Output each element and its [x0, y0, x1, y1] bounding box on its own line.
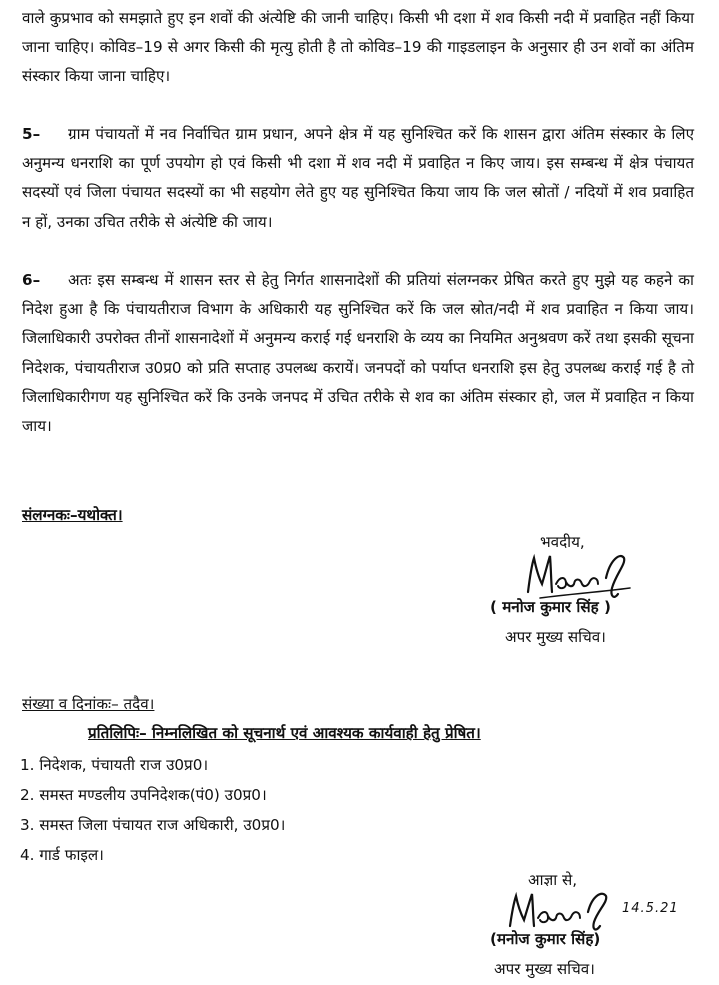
intro-text: वाले कुप्रभाव को समझाते हुए इन शवों की अंत्येष्टि की जानी चाहिए। किसी भी दशा में शव किसी नदी में प्रवाहित नहीं किया जाना चाहिए। कोविड–19 से अगर किसी की मृत्यु होती है तो कोविड–19 की गाइडलाइन के अनुसार ही उन शवों का अंतिम संस्कार किया जाना चाहिए। — [22, 9, 694, 86]
paragraph-6-text: अतः इस सम्बन्ध में शासन स्तर से हेतु निर्गत शासनादेशों की प्रतियां संलग्नकर प्रेषित करते हुए मुझे यह कहने का निदेश हुआ है कि पंचायतीराज विभाग के अधिकारी यह सुनिश्चित करें कि जल स्रोत/नदी में शव प्रवाहित न किया जाय। जिलाधिकारी उपरोक्त तीनों शासनादेशों में अनुमन्य कराई गई धनराशि के व्यय का नियमित अनुश्रवण करें तथा इसकी सूचना निदेशक, पंचायतीराज उ0प्र0 को प्रति सप्ताह उपलब्ध करायें। जनपदों को पर्याप्त धनराशि इस हेतु उपलब्ध कराई गई है तो जिलाधिकारीगण यह सुनिश्चित करें कि उनके जनपद में उचित तरीके से शव का अंतिम संस्कार हो, जल में प्रवाहित न किया जाय। — [22, 271, 694, 436]
signatory-name-2: (मनोज कुमार सिंह) — [490, 930, 601, 948]
enclosure-label: संलग्नकः–यथोक्त। — [22, 506, 123, 524]
signature-2-image — [500, 888, 710, 932]
designation-1: अपर मुख्य सचिव। — [505, 628, 606, 646]
number-date-line: संख्या व दिनांकः– तदैव। — [22, 695, 155, 713]
intro-paragraph — [22, 4, 694, 92]
recipient-item-1: 1. निदेशक, पंचायती राज उ0प्र0। — [20, 756, 209, 774]
paragraph-5-number: 5– — [22, 125, 41, 143]
signatory-name-1: ( मनोज कुमार सिंह ) — [490, 598, 611, 616]
salutation-2: आज्ञा से, — [528, 871, 578, 889]
copy-heading: प्रतिलिपिः– निम्नलिखित को सूचनार्थ एवं आवश्यक कार्यवाही हेतु प्रेषित। — [88, 724, 481, 742]
svg-text:14.5.21: 14.5.21 — [622, 901, 679, 916]
designation-2: अपर मुख्य सचिव। — [494, 960, 595, 978]
paragraph-6 — [22, 266, 694, 441]
paragraph-5 — [22, 120, 694, 237]
recipient-item-2: 2. समस्त मण्डलीय उपनिदेशक(पं0) उ0प्र0। — [20, 786, 267, 804]
recipient-item-3: 3. समस्त जिला पंचायत राज अधिकारी, उ0प्र0। — [20, 816, 286, 834]
signature-1-image — [520, 548, 670, 600]
recipient-item-4: 4. गार्ड फाइल। — [20, 846, 104, 864]
paragraph-5-text: ग्राम पंचायतों में नव निर्वाचित ग्राम प्रधान, अपने क्षेत्र में यह सुनिश्चित करें कि शासन द्वारा अंतिम संस्कार के लिए अनुमन्य धनराशि का पूर्ण उपयोग हो एवं किसी भी दशा में शव नदी में प्रवाहित न किए जाय। इस सम्बन्ध में क्षेत्र पंचायत सदस्यों एवं जिला पंचायत सदस्यों का भी सहयोग लेते हुए यह सुनिश्चित किया जाय कि जल स्रोतों / नदियों में शव प्रवाहित न हों, उनका उचित तरीके से अंत्येष्टि की जाय। — [22, 125, 694, 231]
paragraph-6-number: 6– — [22, 271, 41, 289]
salutation-1: भवदीय, — [540, 533, 585, 551]
